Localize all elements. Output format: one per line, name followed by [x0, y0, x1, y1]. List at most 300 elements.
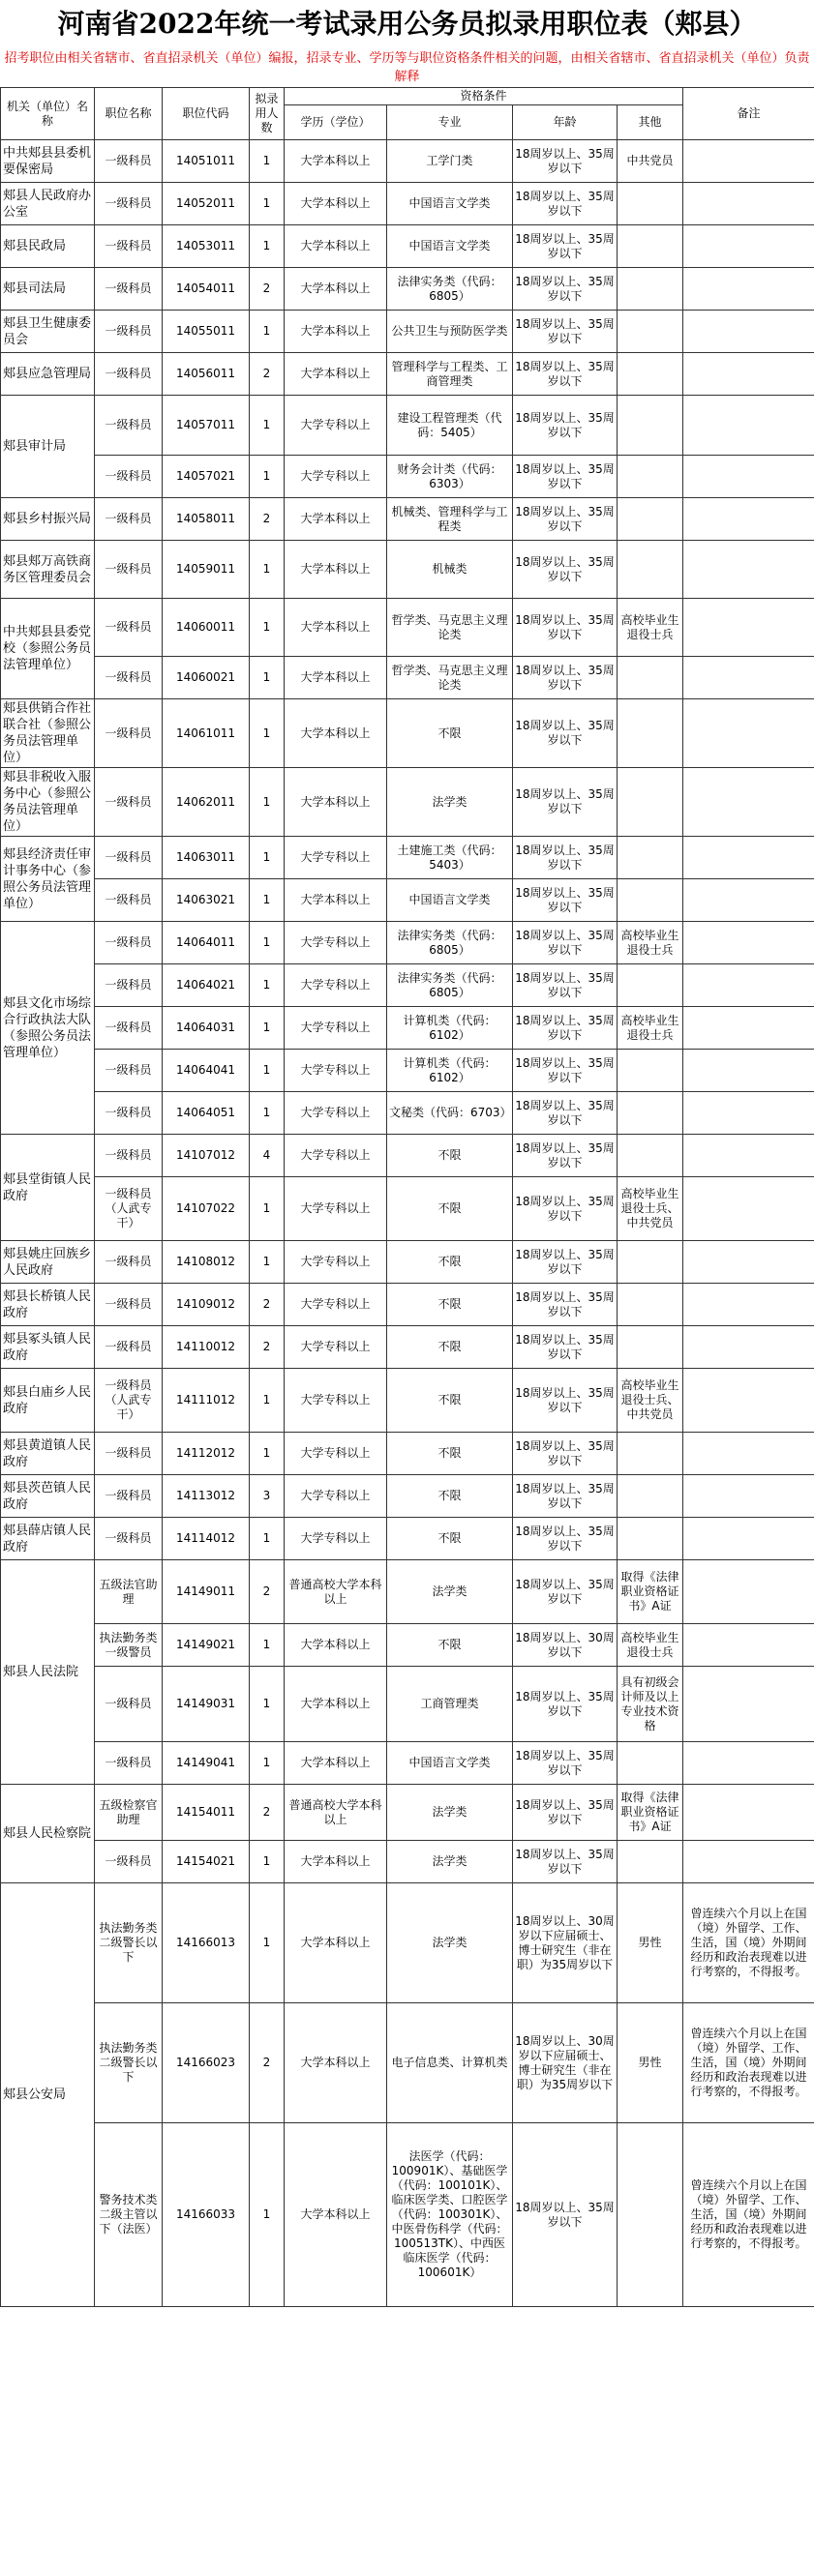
remark-cell — [683, 1841, 814, 1883]
education-cell: 大学本科以上 — [285, 498, 387, 541]
table-row — [1, 1007, 814, 1050]
major-cell: 不限 — [387, 1369, 513, 1433]
education-cell: 大学本科以上 — [285, 2123, 387, 2307]
agency-cell: 郏县公安局 — [1, 1883, 95, 2307]
education-cell: 大学本科以上 — [285, 2003, 387, 2123]
major-cell: 工商管理类 — [387, 1667, 513, 1742]
education-cell: 大学本科以上 — [285, 353, 387, 396]
code-cell: 14154021 — [163, 1841, 250, 1883]
remark-cell — [683, 183, 814, 225]
count-cell: 1 — [250, 599, 285, 657]
position-cell: 一级科员 — [95, 1433, 163, 1475]
position-cell: 执法勤务类二级警长以下 — [95, 1883, 163, 2003]
major-cell: 机械类 — [387, 541, 513, 599]
age-cell: 18周岁以上、35周岁以下 — [513, 1667, 618, 1742]
code-cell: 14114012 — [163, 1518, 250, 1560]
agency-cell: 郏县经济责任审计事务中心（参照公务员法管理单位） — [1, 837, 95, 922]
education-cell: 普通高校大学本科以上 — [285, 1785, 387, 1841]
code-cell: 14057011 — [163, 396, 250, 456]
age-cell: 18周岁以上、35周岁以下 — [513, 183, 618, 225]
remark-cell — [683, 1284, 814, 1326]
table-row — [1, 541, 814, 599]
major-cell: 计算机类（代码：6102） — [387, 1050, 513, 1092]
agency-cell: 郏县民政局 — [1, 225, 95, 268]
count-cell: 1 — [250, 140, 285, 183]
position-cell: 一级科员 — [95, 1007, 163, 1050]
education-cell: 大学本科以上 — [285, 599, 387, 657]
other-cell — [618, 1742, 683, 1785]
code-cell: 14109012 — [163, 1284, 250, 1326]
agency-cell: 郏县应急管理局 — [1, 353, 95, 396]
table-row — [1, 1050, 814, 1092]
code-cell: 14064051 — [163, 1092, 250, 1135]
major-cell: 土建施工类（代码：5403） — [387, 837, 513, 879]
other-cell — [618, 768, 683, 837]
header-row-1 — [1, 88, 814, 105]
other-cell: 男性 — [618, 2003, 683, 2123]
count-cell: 1 — [250, 1007, 285, 1050]
education-cell: 大学专科以上 — [285, 837, 387, 879]
other-cell: 高校毕业生退役士兵、中共党员 — [618, 1177, 683, 1241]
other-cell: 取得《法律职业资格证书》A证 — [618, 1560, 683, 1624]
other-cell — [618, 1841, 683, 1883]
education-cell: 大学专科以上 — [285, 1241, 387, 1284]
position-cell: 一级科员 — [95, 1092, 163, 1135]
count-cell: 1 — [250, 541, 285, 599]
agency-cell: 郏县黄道镇人民政府 — [1, 1433, 95, 1475]
major-cell: 不限 — [387, 1284, 513, 1326]
position-cell: 一级科员 — [95, 657, 163, 699]
agency-cell: 郏县人民检察院 — [1, 1785, 95, 1883]
major-cell: 电子信息类、计算机类 — [387, 2003, 513, 2123]
major-cell: 不限 — [387, 1518, 513, 1560]
age-cell: 18周岁以上、35周岁以下 — [513, 1742, 618, 1785]
education-cell: 大学专科以上 — [285, 1007, 387, 1050]
agency-cell: 郏县卫生健康委员会 — [1, 311, 95, 353]
position-cell: 一级科员 — [95, 498, 163, 541]
position-cell: 一级科员 — [95, 768, 163, 837]
age-cell: 18周岁以上、35周岁以下 — [513, 311, 618, 353]
remark-cell — [683, 1369, 814, 1433]
table-row — [1, 657, 814, 699]
header-education: 学历（学位） — [285, 105, 387, 140]
count-cell: 2 — [250, 353, 285, 396]
other-cell — [618, 1326, 683, 1369]
code-cell: 14166013 — [163, 1883, 250, 2003]
remark-cell — [683, 1785, 814, 1841]
other-cell: 男性 — [618, 1883, 683, 2003]
position-cell: 一级科员 — [95, 964, 163, 1007]
age-cell: 18周岁以上、35周岁以下 — [513, 1433, 618, 1475]
position-cell: 一级科员 — [95, 1050, 163, 1092]
position-cell: 警务技术类二级主管以下（法医） — [95, 2123, 163, 2307]
position-cell: 一级科员 — [95, 353, 163, 396]
education-cell: 大学本科以上 — [285, 768, 387, 837]
header-other: 其他 — [618, 105, 683, 140]
major-cell: 法学类 — [387, 1785, 513, 1841]
age-cell: 18周岁以上、35周岁以下 — [513, 1177, 618, 1241]
code-cell: 14113012 — [163, 1475, 250, 1518]
code-cell: 14063011 — [163, 837, 250, 879]
agency-cell: 郏县姚庄回族乡人民政府 — [1, 1241, 95, 1284]
table-body — [1, 140, 814, 2307]
header-remark: 备注 — [683, 88, 814, 140]
header-agency: 机关（单位）名称 — [1, 88, 95, 140]
table-row — [1, 837, 814, 879]
education-cell: 大学专科以上 — [285, 1475, 387, 1518]
table-row — [1, 964, 814, 1007]
other-cell: 取得《法律职业资格证书》A证 — [618, 1785, 683, 1841]
table-row — [1, 1560, 814, 1624]
header-age: 年龄 — [513, 105, 618, 140]
position-cell: 一级科员 — [95, 1667, 163, 1742]
code-cell: 14057021 — [163, 456, 250, 498]
remark-cell — [683, 498, 814, 541]
major-cell: 不限 — [387, 699, 513, 768]
age-cell: 18周岁以上、35周岁以下 — [513, 2123, 618, 2307]
major-cell: 法学类 — [387, 768, 513, 837]
education-cell: 大学本科以上 — [285, 879, 387, 922]
other-cell — [618, 456, 683, 498]
position-cell: 一级科员（人武专干） — [95, 1369, 163, 1433]
major-cell: 中国语言文学类 — [387, 879, 513, 922]
remark-cell — [683, 353, 814, 396]
age-cell: 18周岁以上、35周岁以下 — [513, 140, 618, 183]
other-cell: 具有初级会计师及以上专业技术资格 — [618, 1667, 683, 1742]
position-cell: 一级科员 — [95, 1284, 163, 1326]
agency-cell: 郏县茨芭镇人民政府 — [1, 1475, 95, 1518]
agency-cell: 中共郏县县委党校（参照公务员法管理单位） — [1, 599, 95, 699]
age-cell: 18周岁以上、35周岁以下 — [513, 599, 618, 657]
major-cell: 文秘类（代码：6703） — [387, 1092, 513, 1135]
count-cell: 1 — [250, 1518, 285, 1560]
education-cell: 大学专科以上 — [285, 1433, 387, 1475]
other-cell: 高校毕业生退役士兵 — [618, 1624, 683, 1667]
age-cell: 18周岁以上、35周岁以下 — [513, 699, 618, 768]
major-cell: 不限 — [387, 1475, 513, 1518]
age-cell: 18周岁以上、35周岁以下 — [513, 498, 618, 541]
remark-cell — [683, 1241, 814, 1284]
major-cell: 公共卫生与预防医学类 — [387, 311, 513, 353]
header-code: 职位代码 — [163, 88, 250, 140]
remark-cell — [683, 768, 814, 837]
code-cell: 14149021 — [163, 1624, 250, 1667]
table-row — [1, 1742, 814, 1785]
position-cell: 执法勤务类一级警员 — [95, 1624, 163, 1667]
major-cell: 哲学类、马克思主义理论类 — [387, 657, 513, 699]
age-cell: 18周岁以上、35周岁以下 — [513, 1050, 618, 1092]
other-cell: 高校毕业生退役士兵 — [618, 922, 683, 964]
position-cell: 一级科员 — [95, 599, 163, 657]
other-cell: 高校毕业生退役士兵 — [618, 599, 683, 657]
position-cell: 五级法官助理 — [95, 1560, 163, 1624]
count-cell: 2 — [250, 1326, 285, 1369]
count-cell: 2 — [250, 2003, 285, 2123]
table-row — [1, 599, 814, 657]
other-cell — [618, 1241, 683, 1284]
count-cell: 1 — [250, 311, 285, 353]
age-cell: 18周岁以上、35周岁以下 — [513, 922, 618, 964]
remark-cell — [683, 1667, 814, 1742]
other-cell — [618, 353, 683, 396]
major-cell: 哲学类、马克思主义理论类 — [387, 599, 513, 657]
remark-cell — [683, 837, 814, 879]
table-row — [1, 183, 814, 225]
code-cell: 14059011 — [163, 541, 250, 599]
age-cell: 18周岁以上、35周岁以下 — [513, 1369, 618, 1433]
education-cell: 大学本科以上 — [285, 1667, 387, 1742]
count-cell: 1 — [250, 1050, 285, 1092]
age-cell: 18周岁以上、35周岁以下 — [513, 837, 618, 879]
education-cell: 大学专科以上 — [285, 456, 387, 498]
code-cell: 14064041 — [163, 1050, 250, 1092]
major-cell: 中国语言文学类 — [387, 225, 513, 268]
recruitment-notice: 招考职位由相关省辖市、省直招录机关（单位）编报，招录专业、学历等与职位资格条件相关的问题，由相关省辖市、省直招录机关（单位）负责解释 — [4, 51, 810, 84]
agency-cell: 郏县非税收入服务中心（参照公务员法管理单位） — [1, 768, 95, 837]
position-cell: 一级科员 — [95, 1841, 163, 1883]
position-cell: 一级科员 — [95, 1241, 163, 1284]
count-cell: 2 — [250, 268, 285, 311]
education-cell: 大学本科以上 — [285, 225, 387, 268]
position-cell: 一级科员 — [95, 922, 163, 964]
remark-cell — [683, 1135, 814, 1177]
education-cell: 大学本科以上 — [285, 1841, 387, 1883]
code-cell: 14058011 — [163, 498, 250, 541]
code-cell: 14166033 — [163, 2123, 250, 2307]
major-cell: 计算机类（代码：6102） — [387, 1007, 513, 1050]
remark-cell — [683, 1433, 814, 1475]
count-cell: 1 — [250, 1883, 285, 2003]
remark-cell: 曾连续六个月以上在国（境）外留学、工作、生活，国（境）外期间经历和政治表现难以进行考察的，不得报考。 — [683, 1883, 814, 2003]
remark-cell — [683, 599, 814, 657]
age-cell: 18周岁以上、35周岁以下 — [513, 964, 618, 1007]
age-cell: 18周岁以上、35周岁以下 — [513, 768, 618, 837]
position-cell: 一级科员 — [95, 140, 163, 183]
education-cell: 大学专科以上 — [285, 1135, 387, 1177]
code-cell: 14166023 — [163, 2003, 250, 2123]
table-row — [1, 1475, 814, 1518]
count-cell: 1 — [250, 183, 285, 225]
remark-cell — [683, 311, 814, 353]
education-cell: 大学专科以上 — [285, 1177, 387, 1241]
education-cell: 大学本科以上 — [285, 311, 387, 353]
position-cell: 一级科员 — [95, 699, 163, 768]
major-cell: 法律实务类（代码：6805） — [387, 922, 513, 964]
table-row — [1, 268, 814, 311]
code-cell: 14064031 — [163, 1007, 250, 1050]
table-row — [1, 1369, 814, 1433]
major-cell: 不限 — [387, 1326, 513, 1369]
agency-cell: 郏县冢头镇人民政府 — [1, 1326, 95, 1369]
position-cell: 一级科员 — [95, 837, 163, 879]
remark-cell — [683, 1518, 814, 1560]
position-cell: 一级科员 — [95, 879, 163, 922]
major-cell: 不限 — [387, 1177, 513, 1241]
position-cell: 一级科员 — [95, 225, 163, 268]
major-cell: 法医学（代码：100901K）、基础医学（代码：100101K）、临床医学类、口腔医学（代码：100301K）、中医骨伤科学（代码：100513TK）、中西医临床医学（代码：100601K） — [387, 2123, 513, 2307]
count-cell: 1 — [250, 225, 285, 268]
remark-cell — [683, 657, 814, 699]
major-cell: 工学门类 — [387, 140, 513, 183]
table-row — [1, 396, 814, 456]
table-row — [1, 2123, 814, 2307]
age-cell: 18周岁以上、35周岁以下 — [513, 225, 618, 268]
table-row — [1, 879, 814, 922]
count-cell: 1 — [250, 396, 285, 456]
code-cell: 14108012 — [163, 1241, 250, 1284]
age-cell: 18周岁以上、35周岁以下 — [513, 456, 618, 498]
position-cell: 一级科员 — [95, 268, 163, 311]
agency-cell: 郏县审计局 — [1, 396, 95, 498]
remark-cell — [683, 396, 814, 456]
table-row — [1, 922, 814, 964]
header-position: 职位名称 — [95, 88, 163, 140]
other-cell — [618, 2123, 683, 2307]
count-cell: 1 — [250, 922, 285, 964]
table-row — [1, 140, 814, 183]
other-cell — [618, 311, 683, 353]
major-cell: 中国语言文学类 — [387, 183, 513, 225]
code-cell: 14063021 — [163, 879, 250, 922]
education-cell: 大学专科以上 — [285, 1284, 387, 1326]
count-cell: 1 — [250, 1241, 285, 1284]
table-row — [1, 353, 814, 396]
code-cell: 14064021 — [163, 964, 250, 1007]
age-cell: 18周岁以上、35周岁以下 — [513, 1326, 618, 1369]
major-cell: 中国语言文学类 — [387, 1742, 513, 1785]
age-cell: 18周岁以上、35周岁以下 — [513, 268, 618, 311]
count-cell: 1 — [250, 768, 285, 837]
position-cell: 一级科员 — [95, 1518, 163, 1560]
education-cell: 大学本科以上 — [285, 140, 387, 183]
education-cell: 大学专科以上 — [285, 964, 387, 1007]
count-cell: 1 — [250, 699, 285, 768]
education-cell: 大学本科以上 — [285, 657, 387, 699]
code-cell: 14107022 — [163, 1177, 250, 1241]
remark-cell — [683, 140, 814, 183]
code-cell: 14060011 — [163, 599, 250, 657]
major-cell: 不限 — [387, 1624, 513, 1667]
education-cell: 大学专科以上 — [285, 1326, 387, 1369]
remark-cell — [683, 922, 814, 964]
remark-cell — [683, 964, 814, 1007]
code-cell: 14054011 — [163, 268, 250, 311]
agency-cell: 郏县文化市场综合行政执法大队（参照公务员法管理单位） — [1, 922, 95, 1135]
count-cell: 2 — [250, 498, 285, 541]
other-cell — [618, 699, 683, 768]
other-cell — [618, 964, 683, 1007]
code-cell: 14110012 — [163, 1326, 250, 1369]
table-row — [1, 1785, 814, 1841]
education-cell: 大学本科以上 — [285, 1742, 387, 1785]
major-cell: 法律实务类（代码：6805） — [387, 268, 513, 311]
count-cell: 4 — [250, 1135, 285, 1177]
table-row — [1, 1284, 814, 1326]
table-row — [1, 2003, 814, 2123]
agency-cell: 郏县人民政府办公室 — [1, 183, 95, 225]
other-cell — [618, 1284, 683, 1326]
count-cell: 2 — [250, 1284, 285, 1326]
code-cell: 14107012 — [163, 1135, 250, 1177]
major-cell: 管理科学与工程类、工商管理类 — [387, 353, 513, 396]
position-cell: 一级科员 — [95, 1742, 163, 1785]
remark-cell — [683, 1624, 814, 1667]
agency-cell: 郏县长桥镇人民政府 — [1, 1284, 95, 1326]
remark-cell — [683, 456, 814, 498]
major-cell: 财务会计类（代码：6303） — [387, 456, 513, 498]
age-cell: 18周岁以上、35周岁以下 — [513, 1092, 618, 1135]
table-row — [1, 1135, 814, 1177]
remark-cell — [683, 1560, 814, 1624]
other-cell — [618, 1475, 683, 1518]
code-cell: 14154011 — [163, 1785, 250, 1841]
age-cell: 18周岁以上、35周岁以下 — [513, 396, 618, 456]
count-cell: 1 — [250, 657, 285, 699]
age-cell: 18周岁以上、35周岁以下 — [513, 1560, 618, 1624]
remark-cell — [683, 1475, 814, 1518]
code-cell: 14053011 — [163, 225, 250, 268]
count-cell: 1 — [250, 2123, 285, 2307]
code-cell: 14061011 — [163, 699, 250, 768]
education-cell: 大学专科以上 — [285, 1518, 387, 1560]
table-row — [1, 1326, 814, 1369]
other-cell — [618, 1092, 683, 1135]
agency-cell: 郏县郏万高铁商务区管理委员会 — [1, 541, 95, 599]
position-table — [0, 87, 814, 2307]
header-major: 专业 — [387, 105, 513, 140]
education-cell: 大学本科以上 — [285, 268, 387, 311]
other-cell — [618, 1050, 683, 1092]
age-cell: 18周岁以上、35周岁以下 — [513, 1135, 618, 1177]
position-cell: 一级科员 — [95, 183, 163, 225]
major-cell: 建设工程管理类（代码：5405） — [387, 396, 513, 456]
education-cell: 大学本科以上 — [285, 183, 387, 225]
major-cell: 法学类 — [387, 1841, 513, 1883]
major-cell: 机械类、管理科学与工程类 — [387, 498, 513, 541]
position-cell: 一级科员 — [95, 1475, 163, 1518]
age-cell: 18周岁以上、35周岁以下 — [513, 657, 618, 699]
education-cell: 大学专科以上 — [285, 922, 387, 964]
count-cell: 1 — [250, 964, 285, 1007]
agency-cell: 郏县白庙乡人民政府 — [1, 1369, 95, 1433]
major-cell: 法学类 — [387, 1560, 513, 1624]
remark-cell — [683, 225, 814, 268]
remark-cell — [683, 1092, 814, 1135]
position-cell: 五级检察官助理 — [95, 1785, 163, 1841]
age-cell: 18周岁以上、35周岁以下 — [513, 541, 618, 599]
table-row — [1, 1433, 814, 1475]
agency-cell: 郏县薛店镇人民政府 — [1, 1518, 95, 1560]
agency-cell: 郏县乡村振兴局 — [1, 498, 95, 541]
position-cell: 执法勤务类二级警长以下 — [95, 2003, 163, 2123]
count-cell: 1 — [250, 1177, 285, 1241]
other-cell — [618, 268, 683, 311]
education-cell: 大学专科以上 — [285, 1050, 387, 1092]
other-cell — [618, 396, 683, 456]
code-cell: 14051011 — [163, 140, 250, 183]
count-cell: 1 — [250, 1841, 285, 1883]
other-cell — [618, 498, 683, 541]
table-row — [1, 1667, 814, 1742]
other-cell — [618, 183, 683, 225]
other-cell: 中共党员 — [618, 140, 683, 183]
age-cell: 18周岁以上、35周岁以下 — [513, 1785, 618, 1841]
count-cell: 1 — [250, 879, 285, 922]
agency-cell: 郏县司法局 — [1, 268, 95, 311]
table-row — [1, 1518, 814, 1560]
code-cell: 14056011 — [163, 353, 250, 396]
code-cell: 14052011 — [163, 183, 250, 225]
